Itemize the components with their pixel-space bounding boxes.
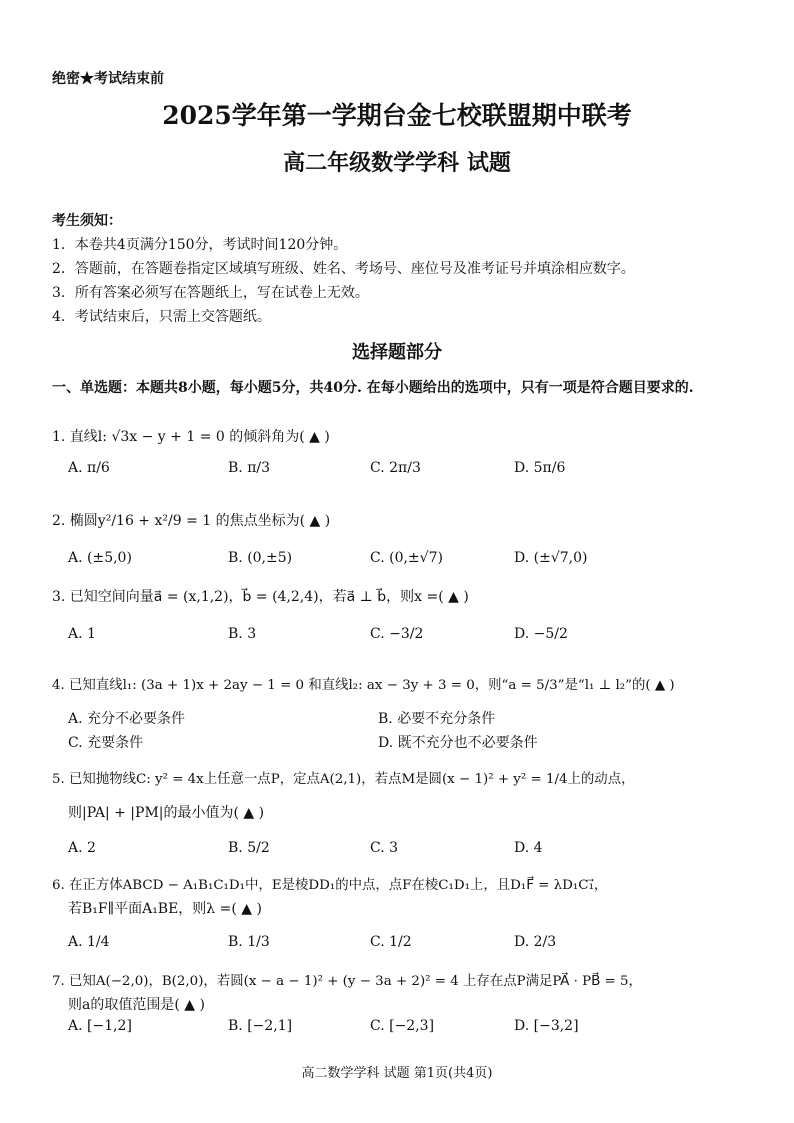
- exam-title: 2025学年第一学期台金七校联盟期中联考: [162, 101, 632, 130]
- question-4-option-a: A. 充分不必要条件: [68, 711, 186, 727]
- question-4-stem: 4. 已知直线l₁: (3a + 1)x + 2ay − 1 = 0 和直线l₂: ax − 3y + 3 = 0，则“a = 5/3”是“l₁ ⊥ l₂”的( ▲ ): [52, 678, 675, 693]
- confidential-label: 绝密★考试结束前: [52, 71, 164, 87]
- page-footer: 高二数学学科 试题 第1页(共4页): [301, 1066, 493, 1081]
- question-7-stem-cont: 则a的取值范围是( ▲ ): [68, 997, 205, 1013]
- question-3-option-a: A. 1: [68, 626, 96, 642]
- question-1-option-b: B. π/3: [228, 460, 271, 476]
- question-5-option-d: D. 4: [514, 840, 543, 856]
- question-2-option-d: D. (±√7,0): [514, 550, 588, 566]
- question-7-option-d: D. [−3,2]: [514, 1018, 579, 1034]
- question-7-option-c: C. [−2,3]: [370, 1018, 435, 1034]
- question-6-option-a: A. 1/4: [68, 934, 110, 950]
- question-4-option-b: B. 必要不充分条件: [378, 711, 496, 727]
- question-1-option-a: A. π/6: [68, 460, 110, 476]
- question-5-stem-cont: 则|PA| + |PM|的最小值为( ▲ ): [68, 805, 265, 821]
- question-6-stem: 6. 在正方体ABCD − A₁B₁C₁D₁中，E是棱DD₁的中点，点F在棱C₁D₁上，且D₁F⃗ = λD₁C₁⃗，: [52, 878, 608, 893]
- question-4-option-c: C. 充要条件: [68, 735, 144, 751]
- question-7-stem: 7. 已知A(−2,0)，B(2,0)，若圆(x − a − 1)² + (y − 3a + 2)² = 4 上存在点P满足PA⃗ · PB⃗ = 5，: [52, 974, 642, 989]
- question-1-stem: 1. 直线l: √3x − y + 1 = 0 的倾斜角为( ▲ ): [52, 429, 330, 445]
- notice-item: 4．考试结束后，只需上交答题纸。: [52, 309, 271, 325]
- notice-item: 3．所有答案必须写在答题纸上，写在试卷上无效。: [52, 285, 369, 301]
- question-2-option-a: A. (±5,0): [68, 550, 132, 566]
- question-2-option-c: C. (0,±√7): [370, 550, 443, 566]
- question-3-option-d: D. −5/2: [514, 626, 568, 642]
- question-3-option-c: C. −3/2: [370, 626, 424, 642]
- question-5-option-c: C. 3: [370, 840, 399, 856]
- question-2-option-b: B. (0,±5): [228, 550, 293, 566]
- exam-subtitle: 高二年级数学学科 试题: [283, 150, 511, 176]
- question-5-option-b: B. 5/2: [228, 840, 270, 856]
- part-heading: 一、单选题：本题共8小题，每小题5分，共40分. 在每小题给出的选项中，只有一项是符合题目要求的.: [52, 380, 694, 396]
- question-1-option-d: D. 5π/6: [514, 460, 566, 476]
- question-6-stem-cont: 若B₁F∥平面A₁BE，则λ =( ▲ ): [68, 901, 262, 917]
- question-1-option-c: C. 2π/3: [370, 460, 421, 476]
- question-5-option-a: A. 2: [68, 840, 96, 856]
- question-3-option-b: B. 3: [228, 626, 257, 642]
- question-2-stem: 2. 椭圆y²/16 + x²/9 = 1 的焦点坐标为( ▲ ): [52, 513, 331, 529]
- question-6-option-c: C. 1/2: [370, 934, 412, 950]
- notice-item: 1．本卷共4页满分150分，考试时间120分钟。: [52, 237, 348, 253]
- question-5-stem: 5. 已知抛物线C: y² = 4x上任意一点P，定点A(2,1)，若点M是圆(x − 1)² + y² = 1/4上的动点，: [52, 772, 635, 787]
- question-3-stem: 3. 已知空间向量a⃗ = (x,1,2)，b⃗ = (4,2,4)，若a⃗ ⊥ b⃗，则x =( ▲ ): [52, 589, 469, 605]
- notice-heading: 考生须知：: [52, 213, 122, 229]
- question-7-option-b: B. [−2,1]: [228, 1018, 293, 1034]
- question-6-option-d: D. 2/3: [514, 934, 557, 950]
- section-title: 选择题部分: [352, 342, 442, 363]
- question-6-option-b: B. 1/3: [228, 934, 270, 950]
- question-7-option-a: A. [−1,2]: [68, 1018, 132, 1034]
- question-4-option-d: D. 既不充分也不必要条件: [378, 735, 538, 751]
- notice-item: 2．答题前，在答题卷指定区域填写班级、姓名、考场号、座位号及准考证号并填涂相应数字。: [52, 261, 635, 277]
